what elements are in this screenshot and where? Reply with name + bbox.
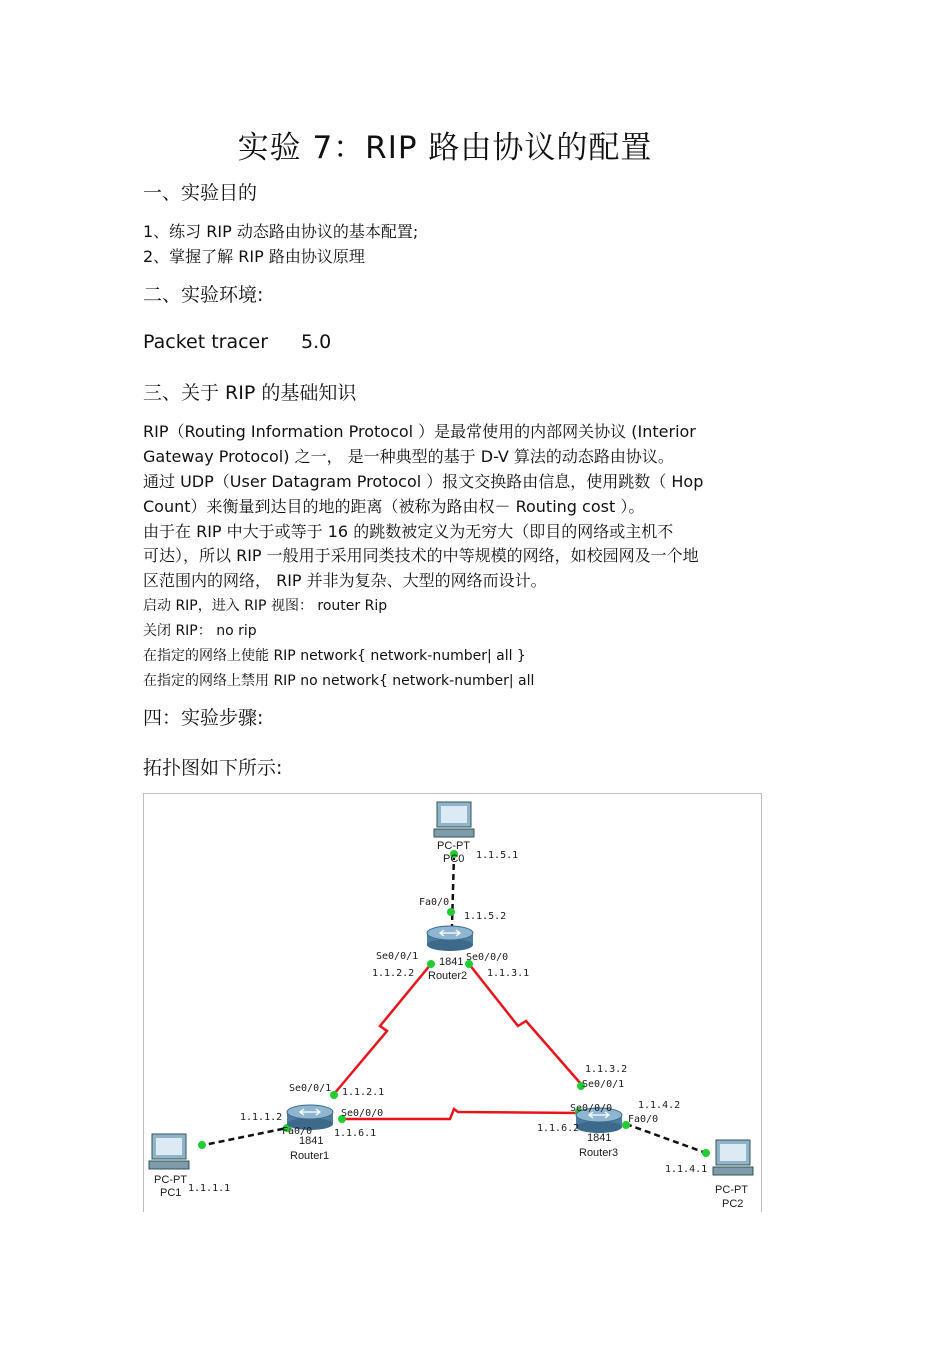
command-line: 在指定的网络上使能 RIP network{ network-number| all } — [143, 648, 526, 664]
router1-se1-ip: 1.1.2.1 — [342, 1087, 385, 1098]
router1-name: Router1 — [290, 1150, 330, 1162]
paragraph-line: 区范围内的网络， RIP 并非为复杂、大型的网络而设计。 — [143, 571, 547, 590]
command-line: 启动 RIP，进入 RIP 视图： router Rip — [143, 598, 388, 614]
router1-fa-ip: 1.1.1.2 — [240, 1112, 283, 1123]
router2-se0-ip: 1.1.3.1 — [487, 968, 530, 979]
port-indicator — [198, 1141, 206, 1149]
pc2-ip: 1.1.4.1 — [665, 1164, 708, 1175]
router3-se1: Se0/0/1 — [582, 1079, 625, 1090]
paragraph-line: 可达），所以 RIP 一般用于采用同类技术的中等规模的网络，如校园网及一个地 — [143, 546, 699, 565]
paragraph-line: 通过 UDP（User Datagram Protocol ）报文交换路由信息，使用跳数（ Hop — [143, 472, 704, 491]
port-indicator — [330, 1091, 338, 1099]
pc1-type: PC-PT — [154, 1174, 187, 1186]
router3-model: 1841 — [587, 1132, 612, 1144]
router3-se0: Se0/0/0 — [570, 1103, 613, 1114]
router3-se0-ip: 1.1.6.2 — [537, 1123, 580, 1134]
router1-se1: Se0/0/1 — [289, 1083, 332, 1094]
paragraph-line: Gateway Protocol) 之一， 是一种典型的基于 D-V 算法的动态路由协议。 — [143, 447, 674, 466]
environment-version: 5.0 — [301, 331, 332, 353]
objective-item: 1、练习 RIP 动态路由协议的基本配置; — [143, 222, 419, 241]
paragraph-line: 由于在 RIP 中大于或等于 16 的跳数被定义为无穷大（即目的网络或主机不 — [143, 522, 674, 541]
router1-fa: Fa0/0 — [282, 1126, 313, 1137]
router2-se1-ip: 1.1.2.2 — [372, 968, 415, 979]
serial-link-router2-router3 — [469, 964, 581, 1084]
section-heading-rip-basics: 三、关于 RIP 的基础知识 — [143, 382, 357, 404]
router1-se0-ip: 1.1.6.1 — [334, 1128, 377, 1139]
pc1-ip: 1.1.1.1 — [188, 1183, 231, 1194]
command-line: 关闭 RIP： no rip — [143, 623, 257, 639]
router2-icon[interactable] — [427, 926, 473, 951]
page-title: 实验 7：RIP 路由协议的配置 — [237, 130, 653, 166]
port-indicator — [447, 908, 455, 916]
router2-se0: Se0/0/0 — [466, 952, 509, 963]
section-heading-environment: 二、实验环境: — [143, 284, 264, 306]
serial-link-router2-router1 — [334, 964, 431, 1094]
section-heading-objectives: 一、实验目的 — [143, 182, 258, 204]
section-heading-steps: 四：实验步骤: — [143, 707, 264, 729]
router3-name: Router3 — [579, 1147, 619, 1159]
pc2-icon[interactable] — [713, 1140, 753, 1175]
pc0-type: PC-PT — [437, 840, 470, 852]
pc2-type: PC-PT — [715, 1184, 748, 1196]
topology-caption: 拓扑图如下所示: — [143, 757, 283, 779]
paragraph-line: RIP（Routing Information Protocol ）是最常使用的内部网关协议 (Interior — [143, 422, 696, 441]
router2-fa: Fa0/0 — [419, 897, 450, 908]
port-indicator — [427, 960, 435, 968]
router1-model: 1841 — [299, 1135, 324, 1147]
link-pc1-router1 — [199, 1128, 287, 1146]
router2-model: 1841 — [439, 956, 464, 968]
environment-name: Packet tracer — [143, 331, 269, 353]
command-line: 在指定的网络上禁用 RIP no network{ network-number| all — [143, 673, 535, 689]
topology-diagram — [143, 793, 762, 1212]
paragraph-line: Count）来衡量到达目的地的距离（被称为路由权－ Routing cost ）。 — [143, 497, 645, 516]
pc1-name: PC1 — [160, 1187, 182, 1199]
router2-name: Router2 — [428, 970, 468, 982]
link-router3-pc2 — [626, 1124, 706, 1153]
pc1-icon[interactable] — [149, 1134, 189, 1169]
port-indicator — [702, 1149, 710, 1157]
router2-se1: Se0/0/1 — [376, 951, 419, 962]
pc0-ip: 1.1.5.1 — [476, 850, 519, 861]
pc0-icon[interactable] — [434, 802, 474, 837]
router3-fa-ip: 1.1.4.2 — [638, 1100, 681, 1111]
router3-se1-ip: 1.1.3.2 — [585, 1064, 628, 1075]
pc2-name: PC2 — [722, 1198, 744, 1210]
router2-fa-ip: 1.1.5.2 — [464, 911, 507, 922]
objective-item: 2、掌握了解 RIP 路由协议原理 — [143, 247, 365, 266]
pc0-name: PC0 — [443, 853, 465, 865]
router3-fa: Fa0/0 — [628, 1114, 659, 1125]
router1-se0: Se0/0/0 — [341, 1108, 384, 1119]
